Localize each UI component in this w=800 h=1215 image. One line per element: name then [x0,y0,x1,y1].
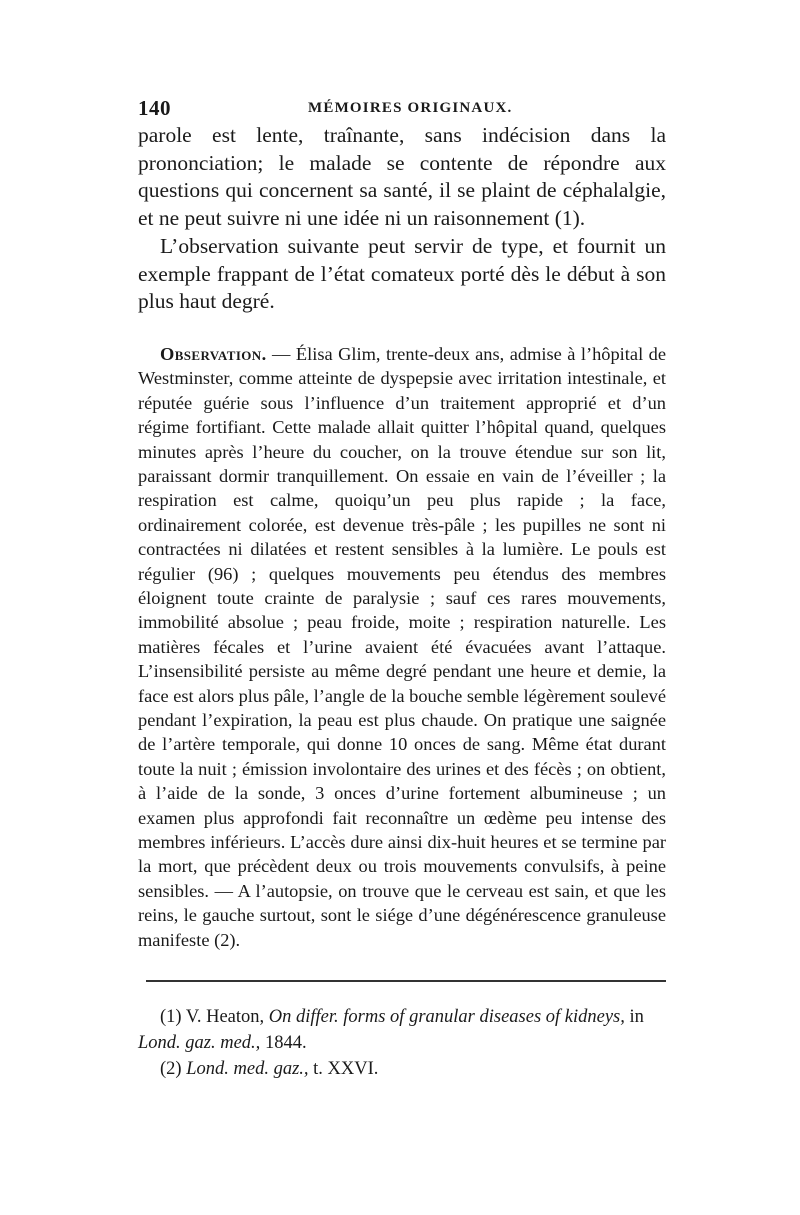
page-number: 140 [138,96,171,120]
observation-dash: — [266,343,296,364]
observation-block [138,342,666,952]
observation-text: Élisa Glim, trente-deux ans, admise à l’hôpital de Westminster, comme atteinte de dyspepsie avec irritation intestinale, et réputée guérie sous l’influence d’un traitement approprié et d’un régime fortifiant. Cette malade allait quitter l’hôpital quand, quelques minutes après l’heure du coucher, on la trouve étendue sur son lit, paraissant dormir tranquillement. On essaie en vain de l’éveiller ; la respiration est calme, quoiqu’un peu plus rapide ; la face, ordinairement colorée, est devenue très-pâle ; les pupilles ne sont ni contractées ni dilatées et restent sensibles à la lumière. Le pouls est régulier (96) ; quelques mouvements peu étendus des membres éloignent toute crainte de paralysie ; sauf ces rares mouvements, immobilité absolue ; peau froide, moite ; respiration naturelle. Les matières fécales et l’urine avaient été évacuées avant l’attaque. L’insensibilité persiste au même degré pendant une heure et demie, la face est alors plus pâle, l’angle de la bouche semble légèrement soulevé pendant l’expiration, la peau est plus chaude. On pratique une saignée de l’artère temporale, qui donne 10 onces de sang. Même état durant toute la nuit ; émission involontaire des urines et des fécès ; on obtient, à l’aide de la sonde, 3 onces d’urine fortement albumineuse ; un examen plus approfondi fait reconnaître un œdème peu intense des membres inférieurs. L’accès dure ainsi dix-huit heures et se termine par la mort, que précèdent deux ou trois mouvements convulsifs, à peine sensibles. — A l’autopsie, on trouve que le cerveau est sain, et que les reins, le gauche surtout, sont le siége d’une dégénérescence granuleuse manifeste (2). [138,343,667,950]
footnote-divider [146,980,666,982]
footnote-1-prefix: (1) V. Heaton, [160,1007,269,1028]
observation-paragraph [138,342,666,952]
footnote-2-journal: Lond. med. gaz., [186,1059,309,1080]
paragraph-intro-observation: L’observation suivante peut servir de type, et fournit un exemple frappant de l’état comateux porté dès le début à son plus haut degré. [138,233,666,314]
footnote-1-mid: in [624,1007,644,1028]
footnote-1-journal: Lond. gaz. med., [138,1033,261,1054]
footnote-2-volume: t. XXVI. [308,1059,379,1080]
running-title: MÉMOIRES ORIGINAUX. [308,100,513,116]
observation-label: Observation. [160,343,267,364]
body-text [138,122,666,316]
footnote-2-prefix: (2) [160,1059,187,1080]
footnote-1 [138,1004,666,1056]
footnote-2 [138,1056,666,1082]
footnote-1-year: 1844. [260,1033,307,1054]
footnotes [138,1004,666,1082]
page [138,92,666,1082]
footnote-1-title: On differ. forms of granular diseases of kidneys, [268,1007,625,1028]
paragraph-continued: parole est lente, traînante, sans indécision dans la prononciation; le malade se contente de répondre aux questions qui concernent sa santé, il se plaint de céphalalgie, et ne peut suivre ni une idée ni un raisonnement (1). [138,123,666,231]
running-head [138,92,666,122]
